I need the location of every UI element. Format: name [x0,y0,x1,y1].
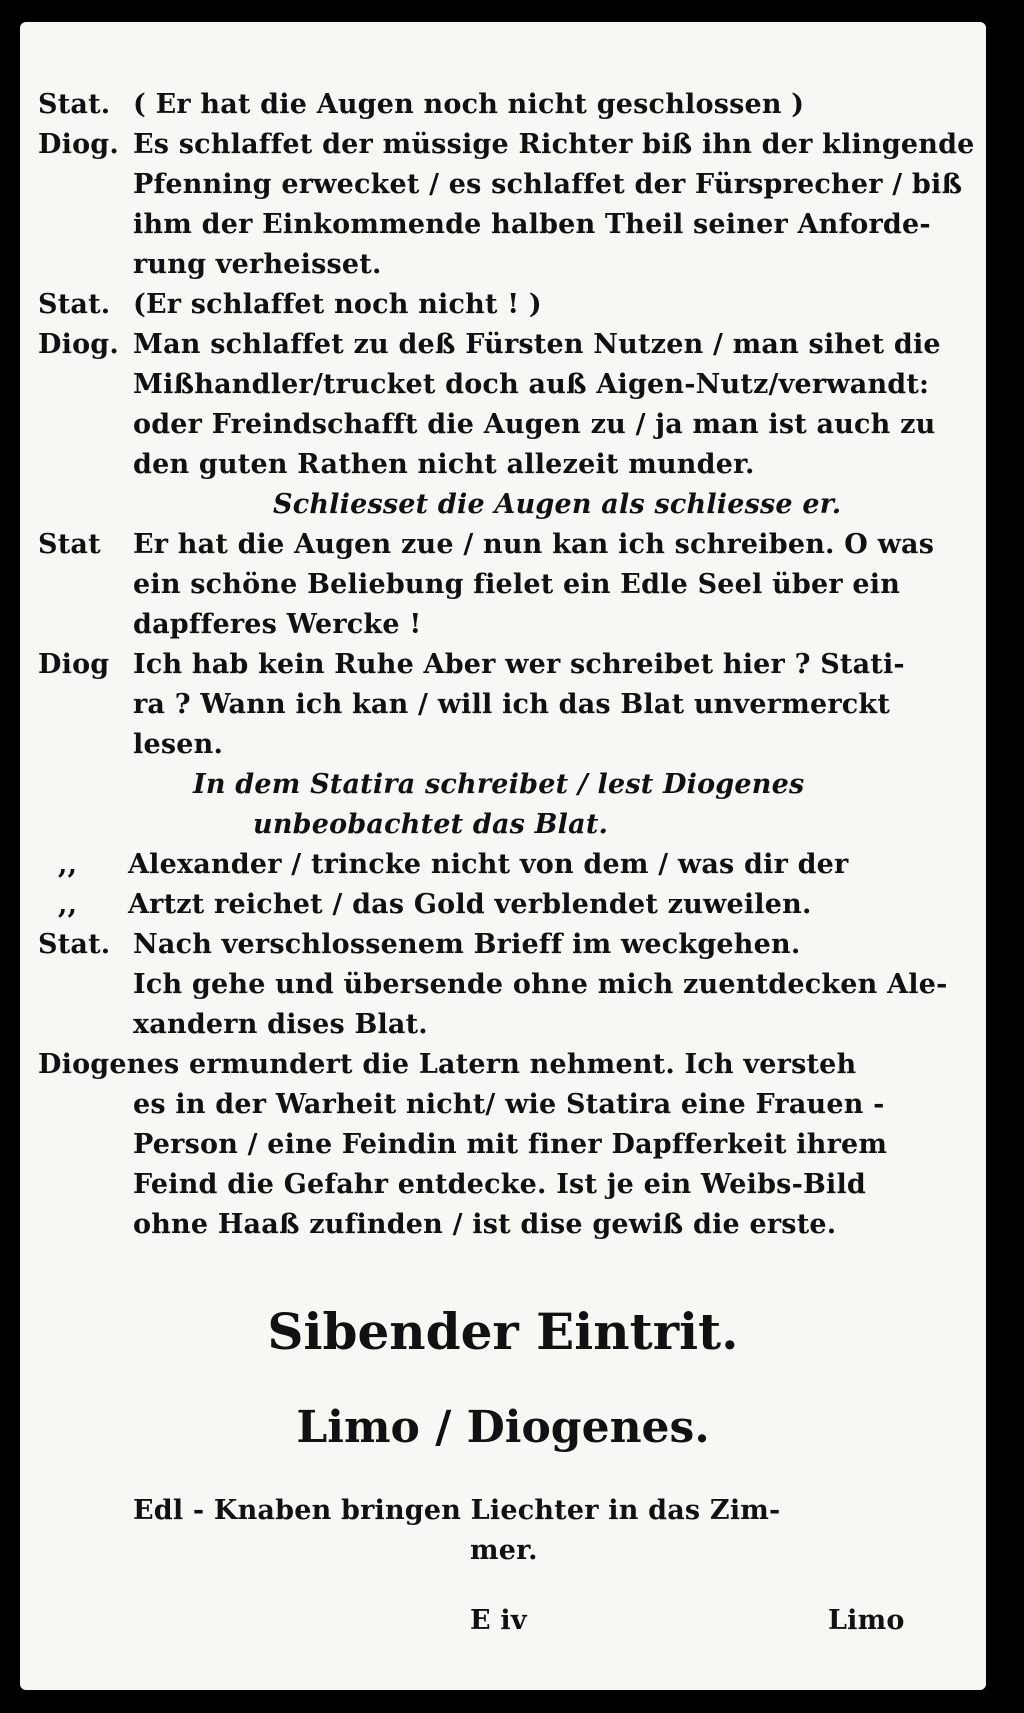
text-line [38,286,542,324]
text-line [133,966,947,1004]
line-text: dapfferes Wercke ! [133,609,422,640]
quote-mark: ,, [58,889,78,920]
text-line [38,86,804,124]
stage-direction: Edl - Knaben bringen Liechter in das Zim- [133,1495,781,1526]
page-paper [20,22,986,1690]
text-line [133,566,900,604]
line-text: Pfenning erwecket / es schlaffet der Fürsprecher / biß [133,169,963,200]
line-text: ein schöne Beliebung fielet ein Edle Seel über ein [133,569,901,600]
line-text: ohne Haaß zufinden / ist dise gewiß die erste. [133,1209,837,1240]
line-text: ihm der Einkommende halben Theil seiner Anforde- [133,209,931,240]
line-text: Es schlaffet der müssige Richter biß ihn der klingende [133,129,975,160]
line-text: Ich gehe und übersende ohne mich zuentdecken Ale- [133,969,948,1000]
line-text: xandern dises Blat. [133,1009,428,1040]
text-line [38,326,941,364]
text-line [133,1006,428,1044]
speaker-label: Stat [38,529,101,560]
line-text: oder Freindschafft die Augen zu / ja man ist auch zu [133,409,936,440]
text-line [38,646,905,684]
line-text: Er hat die Augen zue / nun kan ich schreiben. O was [133,529,935,560]
stage-direction-line [273,486,841,524]
speaker-label: Stat. [38,929,111,960]
line-text: es in der Warheit nicht/ wie Statira eine Frauen - [133,1089,885,1120]
line-text: ra ? Wann ich kan / will ich das Blat unvermerckt [133,689,890,720]
speaker-label: Stat. [38,289,111,320]
line-text: unbeobachtet das Blat. [253,809,609,840]
line-text: Feind die Gefahr entdecke. Ist je ein Weibs-Bild [133,1169,866,1200]
text-line [133,446,755,484]
line-text: Mißhandler/trucket doch auß Aigen-Nutz/verwandt: [133,369,930,400]
line-text: Person / eine Feindin mit finer Dapfferkeit ihrem [133,1129,888,1160]
page-text [20,22,986,1690]
text-line [133,406,935,444]
line-text: ( Er hat die Augen noch nicht geschlossen ) [133,89,805,120]
text-line [133,606,421,644]
speaker-label: Diog [38,649,110,680]
quote-mark: ,, [58,849,78,880]
line-text: Alexander / trincke nicht von dem / was dir der [128,849,849,880]
text-line [133,1166,866,1204]
text-line [133,166,962,204]
line-text: lesen. [133,729,224,760]
scene-title: Sibender Eintrit. [267,1302,739,1361]
text-line [38,126,975,164]
catchword: Limo [828,1605,905,1636]
line-text: In dem Statira schreibet / lest Diogenes [193,769,805,800]
text-line [133,1206,836,1244]
line-text: (Er schlaffet noch nicht ! ) [133,289,542,320]
scan-border [1000,0,1024,1713]
stage-direction-line [193,766,804,804]
text-line [38,526,934,564]
line-text: Schliesset die Augen als schliesse er. [273,489,842,520]
text-line [133,726,223,764]
text-line [133,366,929,404]
line-text: rung verheisset. [133,249,382,280]
line-text: Man schlaffet zu deß Fürsten Nutzen / man sihet die [133,329,941,360]
text-line [58,886,812,924]
text-line [133,1086,885,1124]
line-text: Ich hab kein Ruhe Aber wer schreibet hier ? Stati- [133,649,905,680]
line-text: den guten Rathen nicht allezeit munder. [133,449,755,480]
speaker-label: Diog. [38,329,119,360]
stage-direction-line [253,806,608,844]
text-line [133,686,890,724]
stage-direction-continued: mer. [470,1535,538,1566]
text-line [133,206,931,244]
line-text: Diogenes ermundert die Latern nehment. Ich versteh [38,1049,857,1080]
speaker-label: Stat. [38,89,111,120]
text-line [133,246,382,284]
text-line [38,1046,856,1084]
speaker-label: Diog. [38,129,119,160]
text-line [58,846,848,884]
signature-mark: E iv [470,1605,527,1636]
line-text: Artzt reichet / das Gold verblendet zuweilen. [128,889,812,920]
scene-characters: Limo / Diogenes. [296,1402,710,1453]
line-text: Nach verschlossenem Brieff im weckgehen. [133,929,801,960]
text-line [133,1126,887,1164]
text-line [38,926,800,964]
